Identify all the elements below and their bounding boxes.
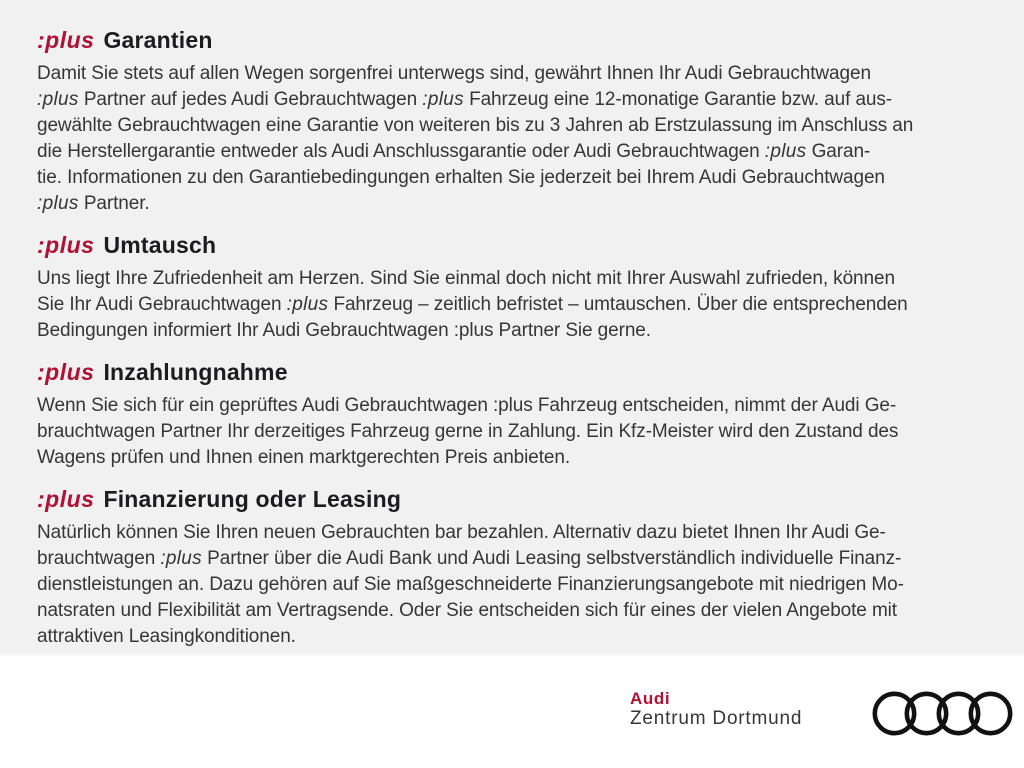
audi-rings-icon	[872, 691, 1013, 736]
dealer-location: Zentrum Dortmund	[630, 708, 803, 729]
section-title: Finanzierung oder Leasing	[103, 486, 402, 512]
dealer-name-block	[630, 689, 802, 729]
section-title: Inzahlungnahme	[103, 359, 288, 385]
section-heading	[37, 26, 1024, 54]
section-heading	[37, 358, 1024, 386]
plus-brand-mark: :plus	[37, 486, 95, 512]
section-body: Damit Sie stets auf allen Wegen sorgenfrei unterwegs sind, gewährt Ihnen Ihr Audi Gebrauchtwagen :plus Partner auf jedes Audi Gebrauchtwagen :plus Fahrzeug eine 12-monatige Garantie bzw. auf aus- gewählte Gebrauchtwagen eine Garantie von weiteren bis zu 3 Jahren ab Erstzulassung im Anschluss an die Herstellergarantie entweder als Audi Anschlussgarantie oder Audi Gebrauchtwagen :plus Garan- tie. Informationen zu den Garantiebedingungen erhalten Sie jederzeit bei Ihrem Audi Gebrauchtwagen :plus Partner.	[37, 63, 914, 214]
section-finanzierung-leasing	[37, 485, 1024, 650]
section-garantien	[37, 26, 1024, 217]
section-inzahlungnahme	[37, 358, 1024, 471]
section-title: Garantien	[103, 27, 213, 53]
section-heading	[37, 485, 1024, 513]
section-title: Umtausch	[103, 232, 217, 258]
plus-brand-mark: :plus	[37, 232, 95, 258]
section-body: Uns liegt Ihre Zufriedenheit am Herzen. Sind Sie einmal doch nicht mit Ihrer Auswahl zufrieden, können Sie Ihr Audi Gebrauchtwagen :plus Fahrzeug – zeitlich befristet – umtauschen. Über die entsprechenden Bedingungen informiert Ihr Audi Gebrauchtwagen :plus Partner Sie gerne.	[37, 268, 908, 341]
section-body: Natürlich können Sie Ihren neuen Gebrauchten bar bezahlen. Alternativ dazu bietet Ihnen Ihr Audi Ge- brauchtwagen :plus Partner über die Audi Bank und Audi Leasing selbstverständlich individuelle Finanz- dienstleistungen an. Dazu gehören auf Sie maßgeschneiderte Finanzierungsangebote mit niedrigen Mo- natsraten und Flexibilität am Vertragsende. Oder Sie entscheiden sich für eines der vielen Angebote mit attraktiven Leasingkonditionen.	[37, 522, 904, 647]
section-heading	[37, 231, 1024, 259]
dealer-brand: Audi	[630, 689, 671, 708]
section-body: Wenn Sie sich für ein geprüftes Audi Gebrauchtwagen :plus Fahrzeug entscheiden, nimmt der Audi Ge- brauchtwagen Partner Ihr derzeitiges Fahrzeug gerne in Zahlung. Ein Kfz-Meister wird den Zustand des Wagens prüfen und Ihnen einen marktgerechten Preis anbieten.	[37, 395, 899, 468]
dealer-footer	[0, 658, 1024, 768]
plus-brand-mark: :plus	[37, 359, 95, 385]
plus-brand-mark: :plus	[37, 27, 95, 53]
section-umtausch	[37, 231, 1024, 344]
